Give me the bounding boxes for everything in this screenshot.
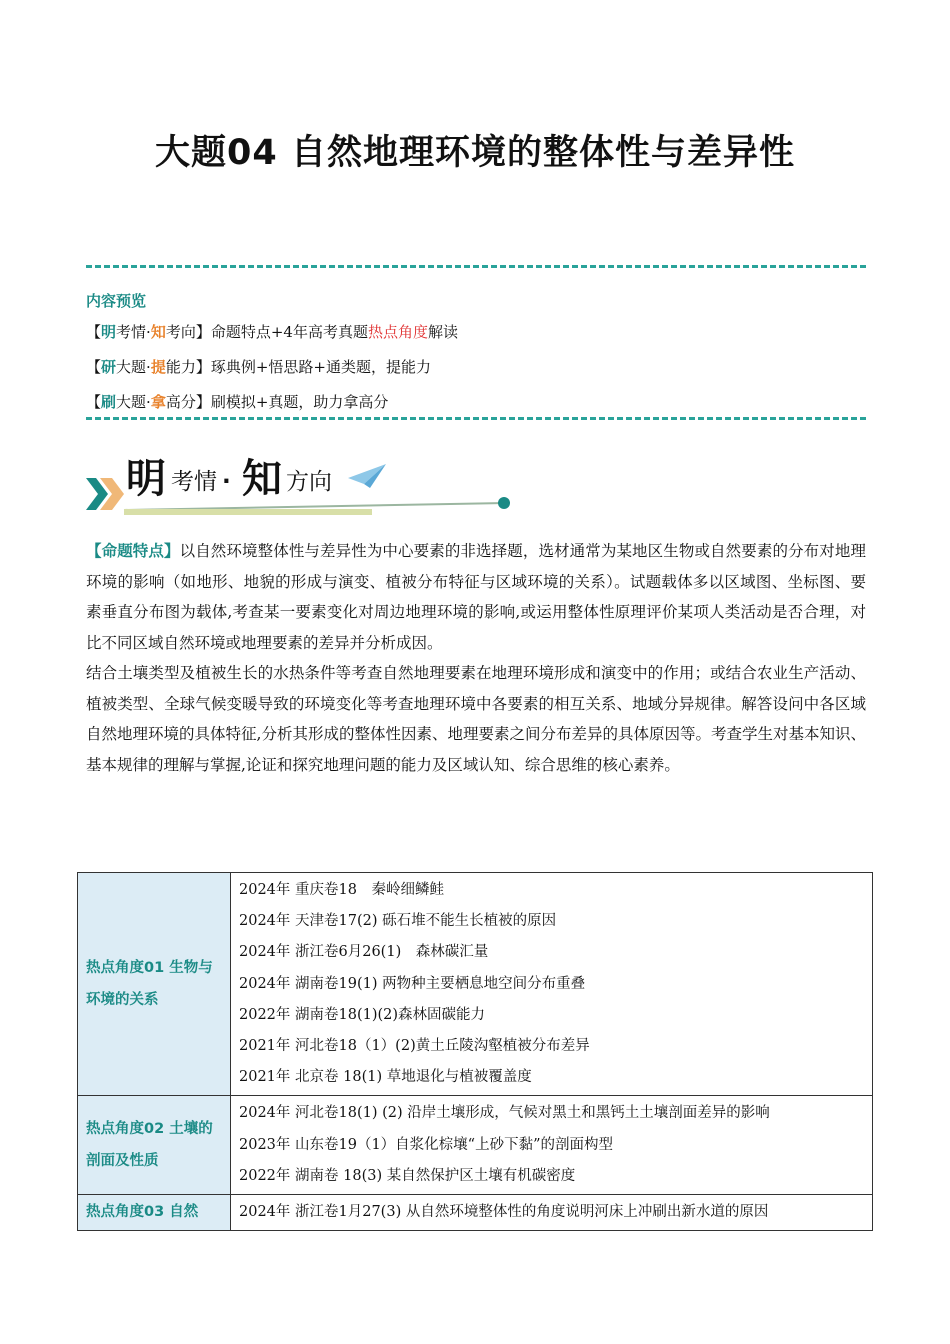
table-row <box>78 873 873 1096</box>
banner-zhi: 知 <box>242 456 282 502</box>
preview-row: 【研大题·提能力】琢典例+悟思路+通类题，提能力 <box>86 358 431 376</box>
intro-paragraph-1: 【命题特点】以自然环境整体性与差异性为中心要素的非选择题，选材通常为某地区生物或自然要素的分布对地理环境的影响（如地形、地貌的形成与演变、植被分布特征与区域环境的关系）。试题载体多以区域图、坐标图、要素垂直分布图为载体,考查某一要素变化对周边地理环境的影响,或运用整体性原理评价某项人类活动是否合理，对比不同区域自然环境或地理要素的差异并分析成因。 <box>86 541 866 652</box>
list-item: 2024年 天津卷17(2) 砾石堆不能生长植被的原因 <box>239 913 557 930</box>
list-item: 2022年 湖南卷18(1)(2)森林固碳能力 <box>239 1006 486 1023</box>
category-cell: 热点角度02 土壤的剖面及性质 <box>78 1096 231 1195</box>
category-cell: 热点角度01 生物与环境的关系 <box>78 873 231 1096</box>
items-cell <box>231 873 873 1096</box>
list-item: 2024年 浙江卷6月26(1) 森林碳汇量 <box>239 944 489 961</box>
banner-fangxiang: 方向 <box>286 469 332 495</box>
items-cell <box>231 1096 873 1195</box>
section-banner <box>86 430 526 530</box>
list-item: 2021年 河北卷18（1）(2)黄土丘陵沟壑植被分布差异 <box>239 1037 590 1054</box>
content-preview <box>86 290 866 425</box>
preview-row: 【刷大题·拿高分】刷模拟+真题，助力拿高分 <box>86 393 389 411</box>
list-item: 2023年 山东卷19（1）自浆化棕壤“上砂下黏”的剖面构型 <box>239 1136 614 1153</box>
items-cell <box>231 1194 873 1230</box>
dot-icon <box>498 497 510 509</box>
preview-heading: 内容预览 <box>86 292 147 310</box>
banner-kaoqing: 考情 <box>171 469 217 495</box>
list-item: 2024年 湖南卷19(1) 两物种主要栖息地空间分布重叠 <box>239 975 586 992</box>
banner-dot: · <box>222 469 231 495</box>
list-item: 2024年 浙江卷1月27(3) 从自然环境整体性的角度说明河床上冲刷出新水道的原因 <box>239 1203 769 1220</box>
divider-bottom <box>86 417 866 420</box>
intro-paragraph-2: 结合土壤类型及植被生长的水热条件等考查自然地理要素在地理环境形成和演变中的作用；或结合农业生产活动、植被类型、全球气候变暖导致的环境变化等考查地理环境中各要素的相互关系、地域分异规律。解答设问中各区域自然地理环境的具体特征,分析其形成的整体性因素、地理要素之间分布差异的具体原因等。考查学生对基本知识、基本规律的理解与掌握,论证和探究地理问题的能力及区域认知、综合思维的核心素养。 <box>86 664 866 774</box>
preview-row: 【明考情·知考向】命题特点+4年高考真题热点角度解读 <box>86 323 458 341</box>
list-item: 2022年 湖南卷 18(3) 某自然保护区土壤有机碳密度 <box>239 1167 576 1184</box>
list-item: 2024年 河北卷18(1) (2) 沿岸土壤形成，气候对黑土和黑钙土土壤剖面差异的影响 <box>239 1105 770 1122</box>
hot-angle-table <box>77 872 873 1231</box>
intro-text <box>86 536 866 780</box>
category-cell: 热点角度03 自然 <box>78 1194 231 1230</box>
table-row <box>78 1194 873 1230</box>
list-item: 2021年 北京卷 18(1) 草地退化与植被覆盖度 <box>239 1069 532 1086</box>
banner-ming: 明 <box>126 456 166 502</box>
page-title: 大题04 自然地理环境的整体性与差异性 <box>155 133 795 173</box>
list-item: 2024年 重庆卷18 秦岭细鳞鲑 <box>239 882 444 898</box>
divider-top <box>86 265 866 268</box>
table-row <box>78 1096 873 1195</box>
